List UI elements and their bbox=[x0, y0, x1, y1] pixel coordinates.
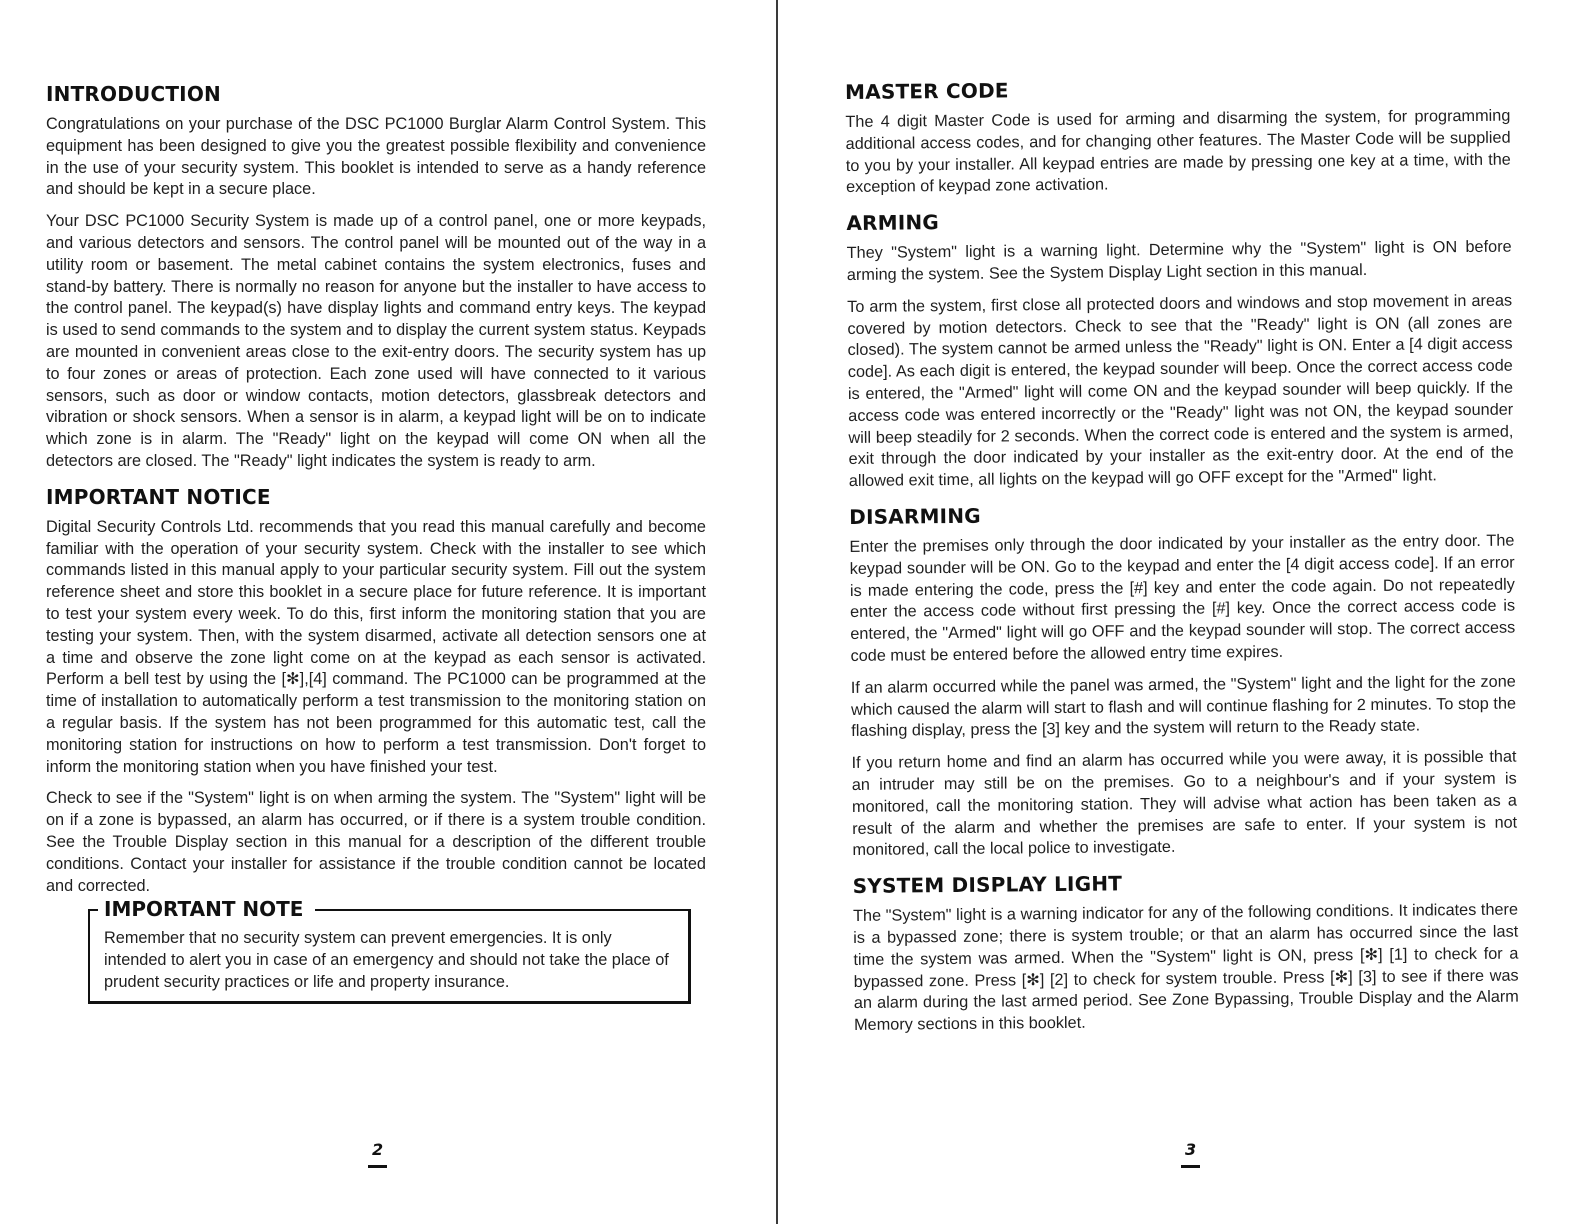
paragraph: Your DSC PC1000 Security System is made up of a control panel, one or more keypads, and various detectors and sensors. The control panel will be mounted out of the way in a utility room or basement. The metal cabinet contains the system electronics, fuses and stand-by battery. There is normally no reason for anyone but the installer to have access to the control panel. The keypad(s) have display lights and command entry keys. The keypad is used to send commands to the system and to display the current system status. Keypads are mounted in convenient areas close to the exit-entry doors. The security system has up to four zones or areas of protection. Each zone used will have connected to it various sensors, such as door or window contacts, motion detectors, glassbreak detectors and vibration or shock sensors. When a sensor is in alarm, a keypad light will be on to indicate which zone is in alarm. The "Ready" light on the keypad will come ON when all the detectors are closed. The "Ready" light indicates the system is ready to arm. bbox=[46, 212, 706, 470]
paragraph: The "System" light is a warning indicator for any of the following conditions. It indicates there is a bypassed zone; there is system trouble; or that an alarm has occurred since the last time the system was armed. When the "System" light is ON, press [✻] [1] to check for a bypassed zone. Press [✻] [2] to check for system trouble. Press [✻] [3] to see if there was an alarm during the last armed period. See Zone Bypassing, Trouble Display and the Alarm Memory sections in this booklet. bbox=[852, 900, 1519, 1035]
heading-important-notice: IMPORTANT NOTICE bbox=[46, 484, 271, 509]
heading-master-code: MASTER CODE bbox=[845, 78, 1009, 104]
section-introduction bbox=[46, 82, 706, 473]
page-fold-divider bbox=[776, 0, 778, 1224]
left-column bbox=[46, 82, 706, 1004]
heading-introduction: INTRODUCTION bbox=[46, 82, 221, 106]
paragraph: Congratulations on your purchase of the DSC PC1000 Burglar Alarm Control System. This equipment has been designed to give you the greatest possible flexibility and convenience in the use of your security system. This booklet is intended to serve as a handy reference and should be kept in a secure place. bbox=[46, 115, 706, 199]
paragraph: They "System" light is a warning light. Determine why the "System" light is ON before arming the system. See the System Display Light section in this manual. bbox=[846, 237, 1512, 284]
paragraph: Enter the premises only through the door indicated by your installer as the entry door. The keypad sounder will be ON. Go to the keypad and enter the [4 digit access code]. If an error is made entering the code, press the [#] key and enter the code again. Do not repeatedly enter the access code without first pressing the [#] key. Once the correct access code is entered, the "Armed" light will go OFF and the keypad sounder will stop. The correct access code must be entered before the allowed entry time expires. bbox=[849, 531, 1516, 665]
paragraph: Digital Security Controls Ltd. recommends that you read this manual carefully and become familiar with the operation of your security system. Check with the installer to see which commands listed in this manual apply to your particular security system. Fill out the system reference sheet and store this booklet in a secure place for future reference. It is important to test your system every week. To do this, first inform the monitoring station that you are testing your system. Then, with the system disarmed, activate all detection sensors one at a time and observe the zone light come on at the keypad as each sensor is activated. Perform a bell test by using the [✻],[4] command. The PC1000 can be programmed at the time of installation to automatically perform a test transmission to the monitoring station on a regular basis. If the system has not been programmed for this automatic test, call the monitoring station for instructions on how to perform a test transmission. Don't forget to inform the monitoring station when you have finished your test. bbox=[46, 517, 706, 776]
paragraph: The 4 digit Master Code is used for arming and disarming the system, for programming additional access codes, and for changing other features. The Master Code will be supplied to you by your installer. All keypad entries are made by pressing one key at a time, with the exception of keypad zone activation. bbox=[845, 106, 1511, 197]
section-important-notice bbox=[46, 485, 706, 898]
page-number-right: 3 bbox=[1181, 1140, 1200, 1168]
paragraph: If you return home and find an alarm has occurred while you were away, it is possible that an intruder may still be on the premises. Go to a neighbour's and if your system is monitored, call the monitoring station. They will advise what action has been taken as a result of the alarm and whether the premises are safe to enter. If your system is not monitored, call the local police to investigate. bbox=[851, 747, 1518, 860]
important-note-text: Remember that no security system can prevent emergencies. It is only intended to alert you in case of an emergency and should not take the place of prudent security practices or life and property insurance. bbox=[104, 929, 669, 992]
right-page bbox=[785, 0, 1584, 1224]
section-master-code bbox=[845, 74, 1511, 200]
paragraph: If an alarm occurred while the panel was armed, the "System" light and the light for the zone which caused the alarm will start to flash and will continue flashing for 2 minutes. To stop the flashing display, press the [3] key and the system will return to the Ready state. bbox=[850, 672, 1517, 741]
heading-disarming: DISARMING bbox=[849, 503, 981, 529]
section-arming bbox=[846, 205, 1514, 493]
paragraph: To arm the system, first close all protected doors and windows and stop movement in areas covered by motion detectors. Check to see that the "Ready" light is ON (all zones are closed). The system cannot be armed unless the "Ready" light is ON. Enter a [4 digit access code]. As each digit is entered, the keypad sounder will beep. Once the correct access code is entered, the "Armed" light will come ON and the keypad sounder will beep quickly. If the access code was entered incorrectly or the "Ready" light was not ON, the keypad sounder will beep steadily for 2 seconds. When the correct code is entered and the system is armed, exit through the door indicated by your installer as the exit-entry door. At the end of the allowed exit time, all lights on the keypad will go OFF except for the "Armed" light. bbox=[847, 291, 1514, 491]
heading-arming: ARMING bbox=[846, 210, 940, 236]
paragraph: Check to see if the "System" light is on when arming the system. The "System" light will be on if a zone is bypassed, an alarm has occurred, or if there is a system trouble condition. See the Trouble Display section in this manual for a description of the different trouble conditions. Contact your installer for assistance if the trouble condition cannot be located and corrected. bbox=[46, 789, 706, 895]
section-disarming bbox=[849, 499, 1517, 863]
right-column bbox=[845, 74, 1519, 1049]
important-note-box bbox=[88, 897, 691, 1004]
important-note-title: IMPORTANT NOTE bbox=[98, 897, 315, 921]
section-system-display-light bbox=[853, 868, 1520, 1037]
page-number-left: 2 bbox=[368, 1140, 387, 1168]
heading-system-display-light: SYSTEM DISPLAY LIGHT bbox=[852, 871, 1123, 899]
left-page bbox=[0, 0, 770, 1224]
